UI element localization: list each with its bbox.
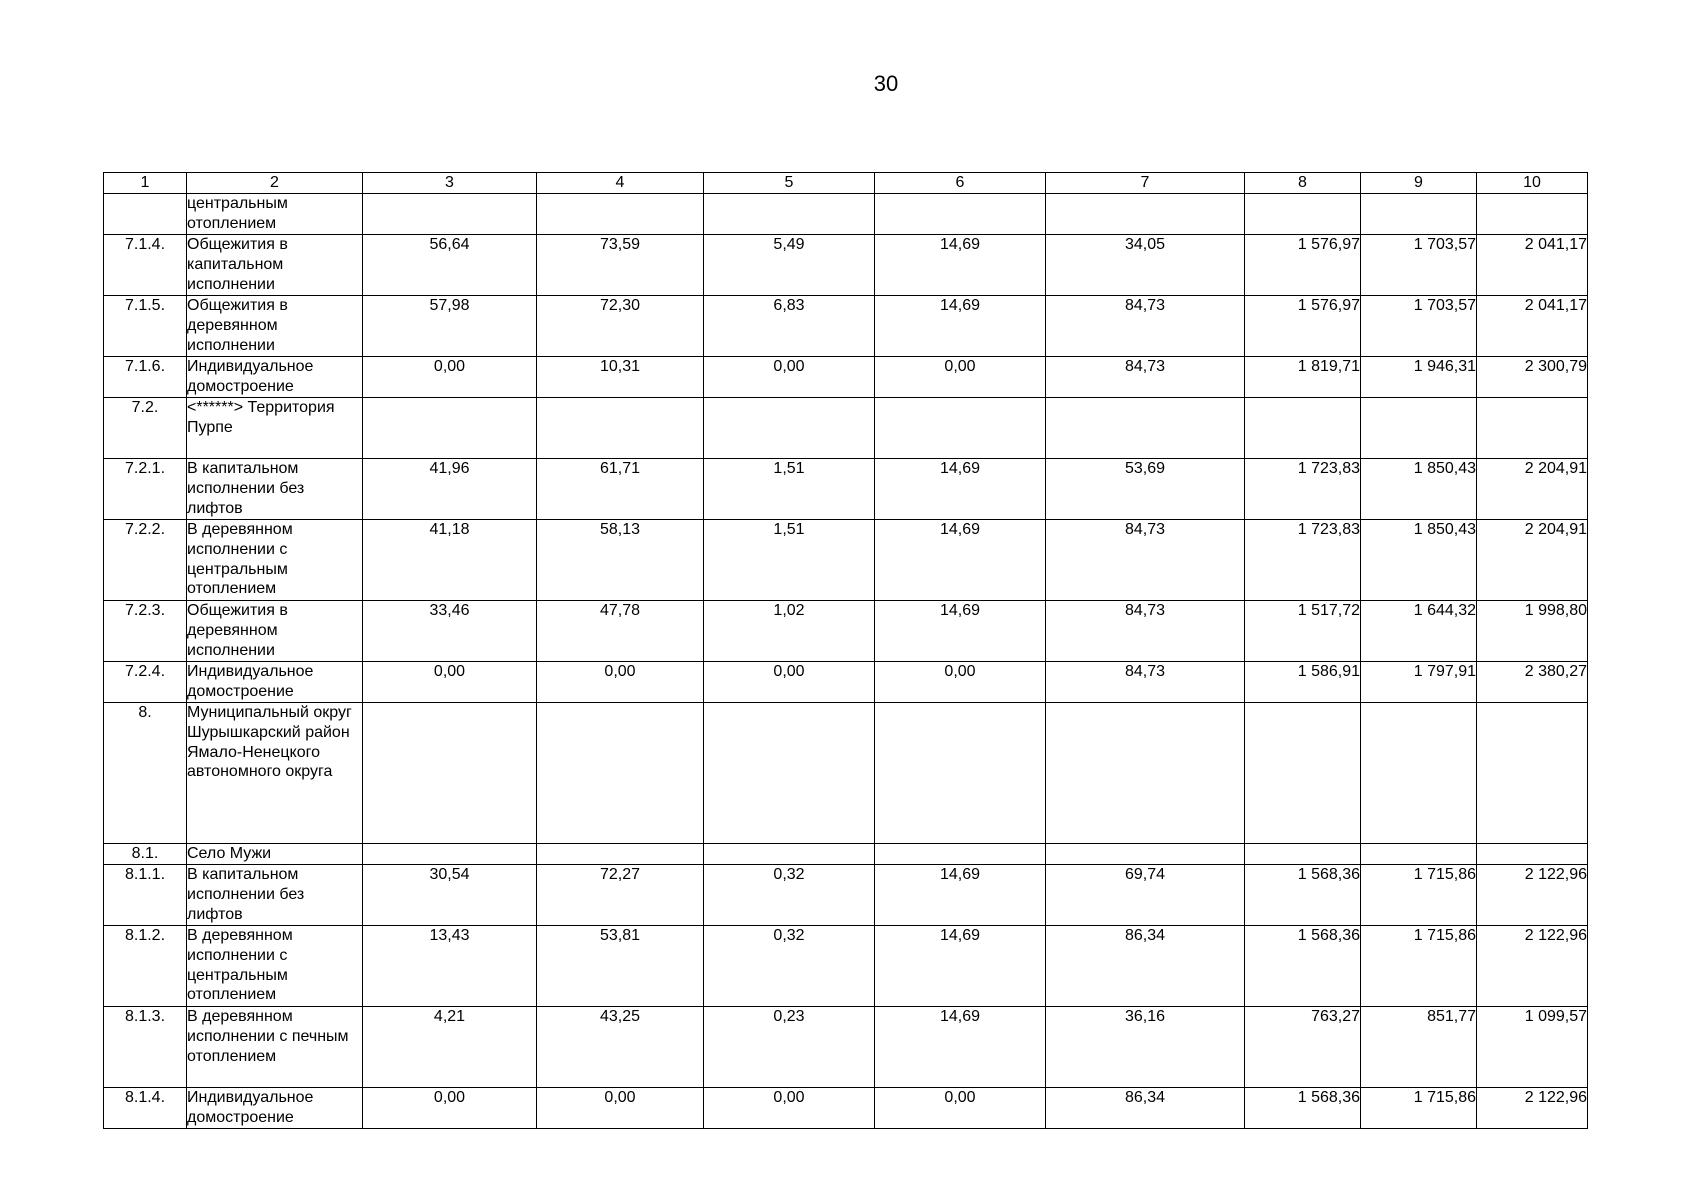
row-number: 8. xyxy=(104,703,187,844)
value-cell: 43,25 xyxy=(537,1007,704,1088)
row-number: 7.1.5. xyxy=(104,296,187,357)
row-name: Общежития в деревянном исполнении xyxy=(187,601,363,662)
row-name: Индивидуальное домостроение xyxy=(187,662,363,703)
value-cell: 1 797,91 xyxy=(1361,662,1477,703)
row-name: <******> Территория Пурпе xyxy=(187,398,363,459)
table-row xyxy=(104,520,1588,601)
value-cell: 2 380,27 xyxy=(1477,662,1588,703)
value-cell xyxy=(875,844,1046,865)
row-name: Индивидуальное домостроение xyxy=(187,357,363,398)
value-cell xyxy=(704,844,875,865)
value-cell: 56,64 xyxy=(363,235,537,296)
row-name: В капитальном исполнении без лифтов xyxy=(187,865,363,926)
value-cell xyxy=(1046,703,1245,844)
value-cell: 1 850,43 xyxy=(1361,459,1477,520)
value-cell xyxy=(1477,398,1588,459)
row-number: 8.1.1. xyxy=(104,865,187,926)
table-row xyxy=(104,1088,1588,1129)
value-cell: 1 715,86 xyxy=(1361,865,1477,926)
value-cell: 0,00 xyxy=(363,662,537,703)
table-row xyxy=(104,926,1588,1007)
value-cell xyxy=(363,703,537,844)
value-cell: 2 041,17 xyxy=(1477,235,1588,296)
value-cell: 0,00 xyxy=(363,1088,537,1129)
table-row xyxy=(104,235,1588,296)
value-cell xyxy=(363,194,537,235)
value-cell: 1 576,97 xyxy=(1245,296,1361,357)
value-cell: 2 122,96 xyxy=(1477,926,1588,1007)
value-cell: 84,73 xyxy=(1046,520,1245,601)
value-cell: 14,69 xyxy=(875,1007,1046,1088)
value-cell: 1 998,80 xyxy=(1477,601,1588,662)
column-header: 5 xyxy=(704,173,875,194)
value-cell: 6,83 xyxy=(704,296,875,357)
value-cell xyxy=(875,703,1046,844)
table-row xyxy=(104,1007,1588,1088)
value-cell xyxy=(875,398,1046,459)
value-cell xyxy=(1477,194,1588,235)
value-cell: 10,31 xyxy=(537,357,704,398)
value-cell: 2 122,96 xyxy=(1477,1088,1588,1129)
column-header: 1 xyxy=(104,173,187,194)
value-cell: 0,23 xyxy=(704,1007,875,1088)
row-number: 7.2.2. xyxy=(104,520,187,601)
value-cell: 47,78 xyxy=(537,601,704,662)
row-number: 7.2.4. xyxy=(104,662,187,703)
value-cell: 1 099,57 xyxy=(1477,1007,1588,1088)
value-cell: 41,96 xyxy=(363,459,537,520)
row-number: 7.2. xyxy=(104,398,187,459)
row-name: В капитальном исполнении без лифтов xyxy=(187,459,363,520)
row-name: Индивидуальное домостроение xyxy=(187,1088,363,1129)
value-cell: 0,32 xyxy=(704,926,875,1007)
value-cell: 1 850,43 xyxy=(1361,520,1477,601)
value-cell xyxy=(537,194,704,235)
value-cell xyxy=(537,703,704,844)
value-cell: 86,34 xyxy=(1046,1088,1245,1129)
value-cell: 41,18 xyxy=(363,520,537,601)
value-cell: 1 946,31 xyxy=(1361,357,1477,398)
value-cell: 1 703,57 xyxy=(1361,235,1477,296)
row-number: 7.1.4. xyxy=(104,235,187,296)
value-cell: 14,69 xyxy=(875,520,1046,601)
value-cell: 0,32 xyxy=(704,865,875,926)
value-cell: 5,49 xyxy=(704,235,875,296)
column-header: 7 xyxy=(1046,173,1245,194)
table-row xyxy=(104,844,1588,865)
value-cell: 2 204,91 xyxy=(1477,520,1588,601)
value-cell xyxy=(1046,398,1245,459)
value-cell xyxy=(537,398,704,459)
value-cell: 1,51 xyxy=(704,459,875,520)
table-row xyxy=(104,357,1588,398)
value-cell xyxy=(363,844,537,865)
value-cell: 1 568,36 xyxy=(1245,926,1361,1007)
table-row xyxy=(104,662,1588,703)
row-number xyxy=(104,194,187,235)
value-cell: 1 568,36 xyxy=(1245,865,1361,926)
value-cell: 13,43 xyxy=(363,926,537,1007)
value-cell: 73,59 xyxy=(537,235,704,296)
value-cell: 1 576,97 xyxy=(1245,235,1361,296)
row-number: 8.1.2. xyxy=(104,926,187,1007)
value-cell xyxy=(1245,194,1361,235)
value-cell xyxy=(1477,703,1588,844)
column-header: 3 xyxy=(363,173,537,194)
value-cell: 4,21 xyxy=(363,1007,537,1088)
column-header: 6 xyxy=(875,173,1046,194)
value-cell: 1 703,57 xyxy=(1361,296,1477,357)
value-cell: 1 586,91 xyxy=(1245,662,1361,703)
value-cell: 0,00 xyxy=(704,357,875,398)
value-cell: 1 568,36 xyxy=(1245,1088,1361,1129)
value-cell xyxy=(1361,398,1477,459)
value-cell: 57,98 xyxy=(363,296,537,357)
value-cell: 14,69 xyxy=(875,235,1046,296)
value-cell: 58,13 xyxy=(537,520,704,601)
value-cell xyxy=(1361,194,1477,235)
value-cell: 2 300,79 xyxy=(1477,357,1588,398)
value-cell: 0,00 xyxy=(537,1088,704,1129)
table-row xyxy=(104,194,1588,235)
value-cell: 1,02 xyxy=(704,601,875,662)
value-cell: 851,77 xyxy=(1361,1007,1477,1088)
value-cell: 72,30 xyxy=(537,296,704,357)
value-cell: 14,69 xyxy=(875,601,1046,662)
table-row xyxy=(104,601,1588,662)
value-cell: 0,00 xyxy=(363,357,537,398)
tariff-table xyxy=(103,172,1588,1129)
value-cell: 2 122,96 xyxy=(1477,865,1588,926)
row-name: Муниципальный округ Шурышкарский район Ямало-Ненецкого автономного округа xyxy=(187,703,363,844)
value-cell: 86,34 xyxy=(1046,926,1245,1007)
column-header: 8 xyxy=(1245,173,1361,194)
table-row xyxy=(104,296,1588,357)
value-cell xyxy=(363,398,537,459)
column-header: 4 xyxy=(537,173,704,194)
value-cell: 1 715,86 xyxy=(1361,1088,1477,1129)
row-name: В деревянном исполнении с печным отоплением xyxy=(187,1007,363,1088)
row-name: Общежития в деревянном исполнении xyxy=(187,296,363,357)
header-row xyxy=(104,173,1588,194)
row-number: 8.1.3. xyxy=(104,1007,187,1088)
value-cell xyxy=(1245,703,1361,844)
value-cell: 36,16 xyxy=(1046,1007,1245,1088)
value-cell xyxy=(1361,844,1477,865)
value-cell: 14,69 xyxy=(875,926,1046,1007)
value-cell xyxy=(704,194,875,235)
row-name: В деревянном исполнении с центральным отоплением xyxy=(187,926,363,1007)
row-number: 7.2.3. xyxy=(104,601,187,662)
value-cell: 1 517,72 xyxy=(1245,601,1361,662)
column-header: 10 xyxy=(1477,173,1588,194)
value-cell: 1 723,83 xyxy=(1245,459,1361,520)
table-row xyxy=(104,703,1588,844)
value-cell xyxy=(704,703,875,844)
value-cell: 53,69 xyxy=(1046,459,1245,520)
value-cell: 30,54 xyxy=(363,865,537,926)
column-header: 9 xyxy=(1361,173,1477,194)
value-cell xyxy=(1046,844,1245,865)
value-cell: 2 041,17 xyxy=(1477,296,1588,357)
value-cell: 2 204,91 xyxy=(1477,459,1588,520)
table-row xyxy=(104,398,1588,459)
row-number: 7.2.1. xyxy=(104,459,187,520)
value-cell: 1 644,32 xyxy=(1361,601,1477,662)
row-name: центральным отоплением xyxy=(187,194,363,235)
row-name: Общежития в капитальном исполнении xyxy=(187,235,363,296)
value-cell: 1,51 xyxy=(704,520,875,601)
value-cell: 0,00 xyxy=(704,662,875,703)
value-cell: 0,00 xyxy=(704,1088,875,1129)
value-cell: 33,46 xyxy=(363,601,537,662)
value-cell: 14,69 xyxy=(875,459,1046,520)
row-number: 8.1. xyxy=(104,844,187,865)
value-cell xyxy=(537,844,704,865)
value-cell xyxy=(1361,703,1477,844)
value-cell: 84,73 xyxy=(1046,357,1245,398)
column-header: 2 xyxy=(187,173,363,194)
value-cell xyxy=(704,398,875,459)
value-cell xyxy=(1477,844,1588,865)
value-cell: 1 723,83 xyxy=(1245,520,1361,601)
value-cell: 84,73 xyxy=(1046,601,1245,662)
value-cell: 14,69 xyxy=(875,865,1046,926)
value-cell xyxy=(1245,398,1361,459)
value-cell: 0,00 xyxy=(537,662,704,703)
value-cell: 0,00 xyxy=(875,662,1046,703)
value-cell xyxy=(1046,194,1245,235)
value-cell: 84,73 xyxy=(1046,662,1245,703)
row-number: 7.1.6. xyxy=(104,357,187,398)
value-cell xyxy=(875,194,1046,235)
value-cell: 1 715,86 xyxy=(1361,926,1477,1007)
value-cell: 53,81 xyxy=(537,926,704,1007)
value-cell: 0,00 xyxy=(875,357,1046,398)
value-cell: 0,00 xyxy=(875,1088,1046,1129)
value-cell: 69,74 xyxy=(1046,865,1245,926)
value-cell: 34,05 xyxy=(1046,235,1245,296)
value-cell: 72,27 xyxy=(537,865,704,926)
table-row xyxy=(104,865,1588,926)
value-cell: 61,71 xyxy=(537,459,704,520)
page-number: 30 xyxy=(873,71,899,96)
row-name: Село Мужи xyxy=(187,844,363,865)
value-cell: 763,27 xyxy=(1245,1007,1361,1088)
value-cell: 1 819,71 xyxy=(1245,357,1361,398)
value-cell xyxy=(1245,844,1361,865)
table-row xyxy=(104,459,1588,520)
row-name: В деревянном исполнении с центральным отоплением xyxy=(187,520,363,601)
row-number: 8.1.4. xyxy=(104,1088,187,1129)
value-cell: 14,69 xyxy=(875,296,1046,357)
value-cell: 84,73 xyxy=(1046,296,1245,357)
